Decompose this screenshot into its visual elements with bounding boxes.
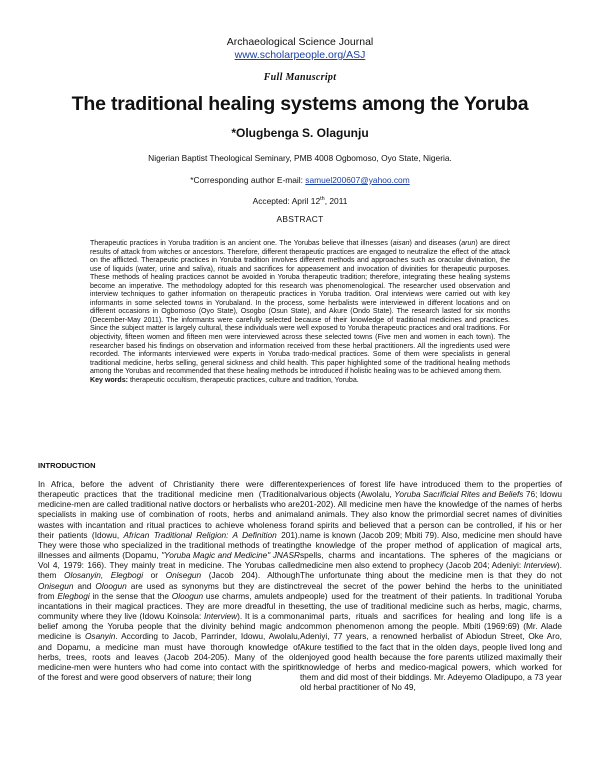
intro-term: Elegbogi — [57, 590, 90, 601]
abstract-body — [90, 240, 510, 385]
keywords-text: therapeutic occultism, therapeutic practices, culture and tradition, Yoruba. — [127, 376, 359, 384]
journal-header — [0, 36, 600, 62]
intro-column-right — [300, 479, 562, 692]
intro-term: Olosanyin, Elegbogi — [64, 570, 144, 581]
intro-text: and — [73, 580, 96, 591]
intro-term: Onisegun — [38, 580, 74, 591]
keywords-label: Key words: — [90, 376, 128, 384]
intro-text: 201). They were those who specialized in the traditional methods of treating illnesses and ailments (Dopamu, — [38, 529, 300, 561]
journal-name: Archaeological Science Journal — [226, 36, 374, 48]
author-affiliation: Nigerian Baptist Theological Seminary, PMB 4008 Ogbomoso, Oyo State, Nigeria. — [148, 153, 452, 163]
author-name: *Olugbenga S. Olagunju — [231, 126, 369, 140]
intro-text: in the sense that the — [89, 590, 172, 601]
intro-text: ). The unfortunate thing about the medicine men is that they do not reveal the secret of the power behind the herbs to the uninitiated people) used for the treatment of their patients. In traditional Yoruba setting, the use of traditional medicine such as herbs, magic, charms, animal parts, rituals and sacrifices for healing and long life is a common phenomenon among the people. Mbiti (1969:69) (Mr. Alade Adeniyi, 77 years, a renowned herbalist of Abiodun Street, Oke Aro, Akure testified to the fact that in the olden days, people lived long and enjoyed good health because the fore parents utilized maximally their knowledge of herbs and medico-magical powers, which worked for them and did most of their biddings. Mr. Adeyemo Oladipupo, a 73 year old herbal practitioner of No 49, — [300, 560, 562, 693]
abstract-term: arun — [461, 240, 476, 247]
intro-term: Osanyin — [84, 631, 116, 642]
intro-text: (Jacob 204). Although — [201, 570, 300, 581]
introduction-heading: INTRODUCTION — [38, 461, 96, 470]
intro-term: Oloogun — [171, 590, 204, 601]
intro-text: are used as synonyms but they are distinct from — [38, 580, 300, 601]
intro-citation: Interview — [203, 611, 238, 622]
intro-citation: "Yoruba Magic and Medicine" JNASR — [161, 550, 300, 561]
intro-term: Oloogun — [95, 580, 127, 591]
intro-citation: Interview — [523, 560, 557, 571]
abstract-term: aisan — [392, 240, 410, 247]
intro-text: Vol 4, 1979: 166). They mainly treat in medicine. The Yorubas called them — [38, 560, 300, 581]
corresponding-label: *Corresponding author E-mail: — [190, 175, 303, 185]
intro-citation: African Traditional Religion: A Definition — [123, 529, 277, 540]
keywords-line — [90, 377, 359, 384]
intro-column-left — [38, 479, 300, 682]
corresponding-email-link[interactable]: samuel200607@yahoo.com — [305, 175, 410, 185]
abstract-text: ) and diseases ( — [409, 240, 462, 247]
intro-text: ). It is a common belief among the Yoruba people that the divinity behind magic and medicine is — [38, 611, 300, 642]
intro-citation: Yoruba Sacrificial Rites and Beliefs — [394, 489, 524, 500]
accepted-date-year: , 2011 — [324, 196, 348, 206]
intro-text: 76; Idowu 201-202). All medicine men have the knowledge of the names of herbs and animals. They also know the primordial secret names of divinities and spirits and believed that a person can be controlled, if his or her name is known (Jacob 209; Mbiti 79). Also, medicine men should have the knowledge of the proper method of application of magical arts, spells, charms and incantations. The spheres of the magicians or medicine men also extend to prophecy (Jacob 204; Adeniyi: — [300, 489, 562, 571]
journal-url-link[interactable]: www.scholarpeople.org/ASJ — [234, 49, 366, 61]
intro-text: . According to Jacob, Parrinder, Idowu, Awolalu, and Dopamu, a medicine man must have thorough knowledge of herbs, trees, roots and leaves (Jacob 204-205). Many of the old medicine-men were hunters who had come into contact with the spirit of the forest and were good observers of nature; their long — [38, 631, 300, 682]
accepted-date — [0, 196, 600, 206]
corresponding-author — [0, 175, 600, 185]
intro-text: In Africa, before the advent of Christianity there were different therapeutic practices that the traditional medicine men (Traditional medicine-men are called traditional native doctors or herbalists who are specialists in making use of combination of roots, herbs and animal wastes with incantation and ritual practices to achieve wholeness for their patients (Idowu, — [38, 479, 300, 540]
intro-text: experiences of forest life have introduced them to the properties of various objects (Awolalu, — [300, 479, 562, 500]
intro-text: use charms, amulets and incantations in their magical practices. They are more dreadful in the community where they live (Idowu Koinsola: — [38, 590, 300, 622]
intro-term: Onisegun — [165, 570, 202, 581]
abstract-heading: ABSTRACT — [276, 214, 324, 224]
accepted-date-text: Accepted: April 12 — [252, 196, 321, 206]
manuscript-type-label: Full Manuscript — [263, 72, 337, 83]
article-title: The traditional healing systems among the Yoruba — [71, 93, 529, 115]
intro-text: or — [143, 570, 166, 581]
accepted-date-sup: th — [320, 196, 325, 203]
abstract-text: ) are direct results of attack from witches or ancestors. Therefore, different therapeutic practices are engaged to neutralize the effect of the attack on the afflicted. Therapeutic practices in Yoruba tradition involves different methods and approaches such as oracular divination, the use of liquids (water, urine and saliva), rituals and sacrifices for appeasement and invocation of divinities for therapeutic purposes. These methods of healing practices cannot be avoided in Yoruba therapeutic tradition; therefore, integrating these healing systems become an imperative. The methodology adopted for this research was phenomenological. The researcher used observation and interview techniques to gather information on therapeutic practices in Yoruba tradition. Oral interviews were carried out with key informants in some selected towns in Yorubaland. In the process, some herbalists were interviewed in different locations and on different occasions in Ogbomoso (Oyo State), Osogbo (Osun State), and Akure (Ondo State). The research lasted for six months (December-May 2011). The informants were carefully selected because of their knowledge of traditional medicines and practices. Since the subject matter is largely cultural, these individuals were well exposed to Yoruba therapeutic practices and oral traditions. For objectivity, fifteen women and fifteen men were interviewed across these selected towns (Five men and women in each town). The researcher based his findings on observation and information received from these herbal practitioners. All the ingredients used were recorded. The informants interviewed were experts in Yoruba trado-medical practices. Some of them were specialists in general traditional medicine, herbs selling, general sickness and child health. This paper highlighted some of the traditional healing methods among the Yorubas and recommended that these healing methods be introduced if holistic healing was to be achieved among them. — [90, 240, 510, 376]
abstract-text: Therapeutic practices in Yoruba tradition is an ancient one. The Yorubas believe that illnesses ( — [90, 240, 393, 247]
